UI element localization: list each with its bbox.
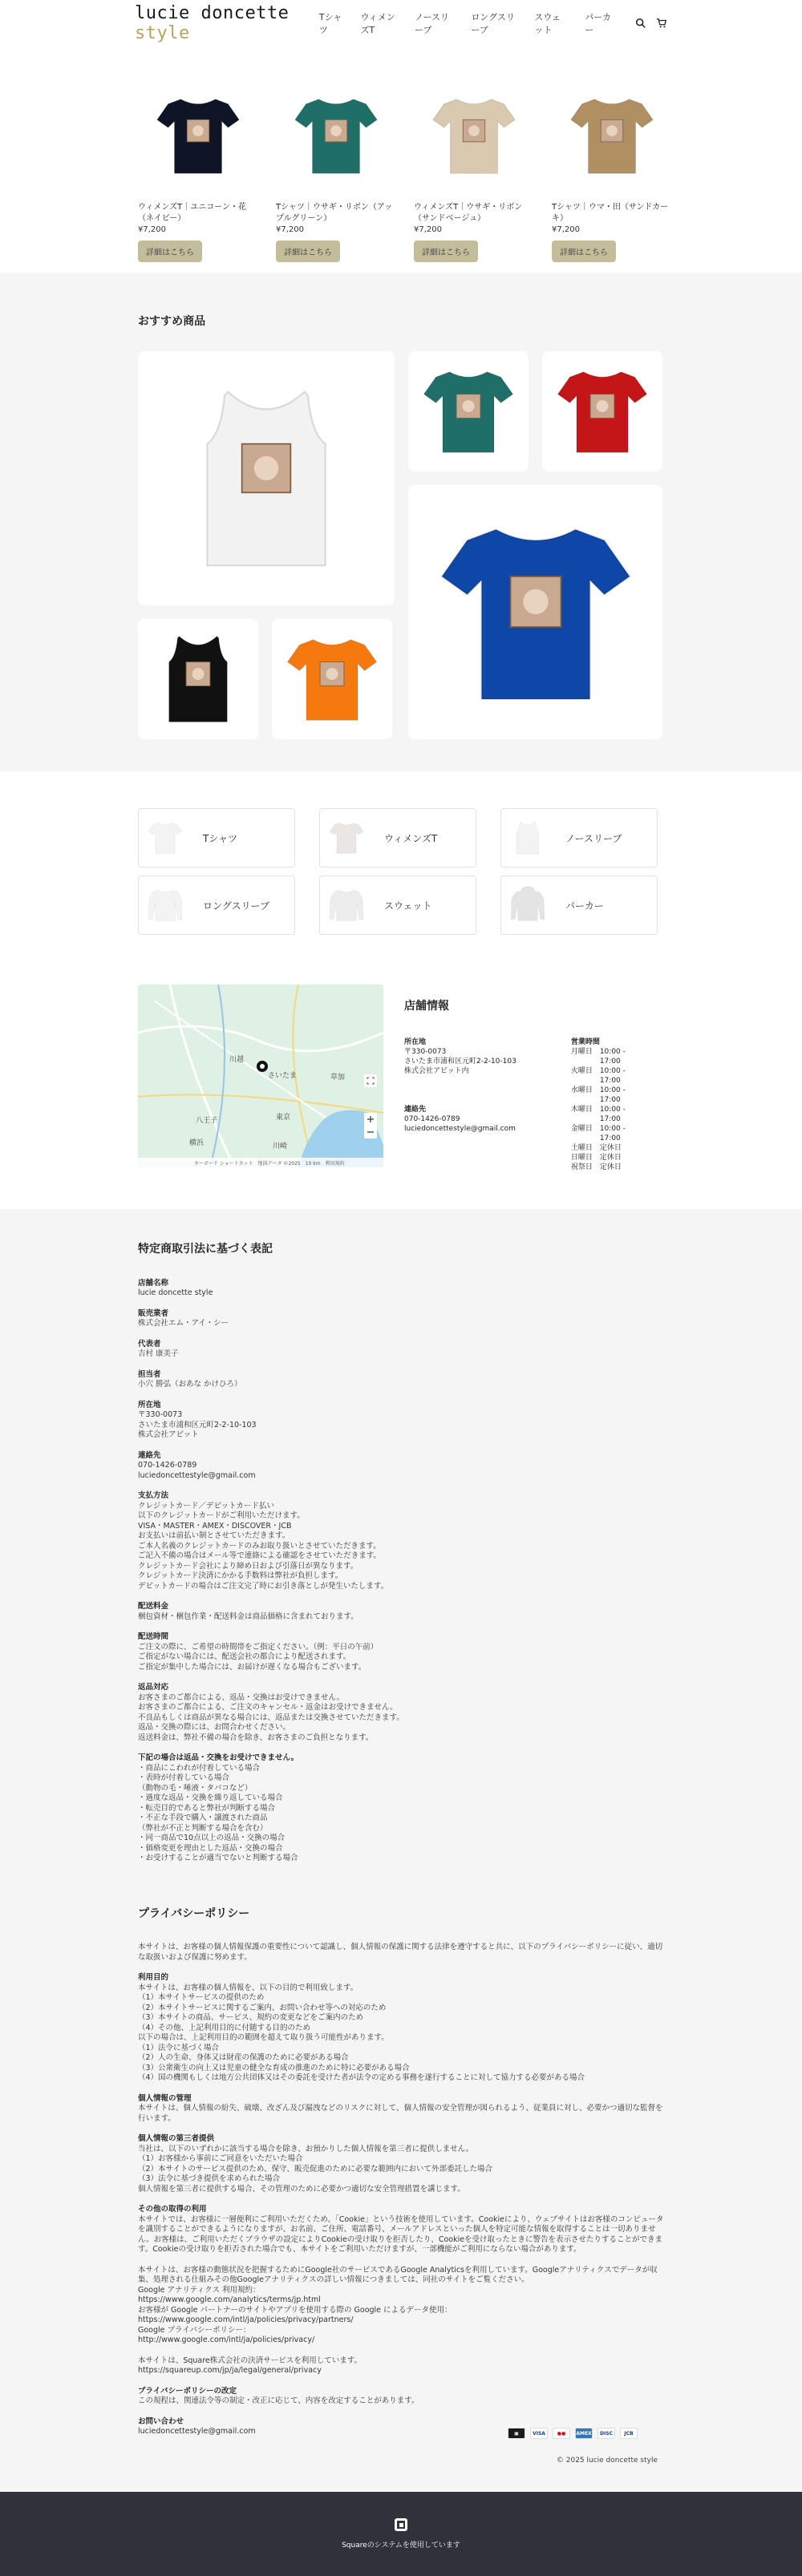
hours-day: 木曜日 [570,1106,593,1114]
hours-time: 10:00 - 17:00 [599,1048,626,1066]
hoodie-icon [508,886,547,924]
block-heading: その他の取得の利用 [138,2205,207,2214]
logo-accent-text: style [135,23,190,43]
text-block [138,1451,664,1482]
block-heading: 個人情報の管理 [138,2093,192,2103]
nav-item-sweat[interactable]: スウェット [534,12,561,35]
amex-icon: AMEX [575,2428,593,2439]
block-body: お客さまのご都合による、返品・交換はお受けできません。 お客さまのご都合による、ご注文のキャンセル・返金はお受けできません。 不良品もしくは商品が異なる場合には、返品または交換させていただきます。 返品・交換の際には、お問合わせください。 返送料金は、弊社不備の場合を除き、お客さまのご負担となります。 [138,1692,404,1742]
contact-email[interactable]: luciedoncettestyle@gmail.com [404,1125,516,1133]
product-card[interactable] [276,80,396,273]
nav-item-long-sleeve[interactable]: ロングスリーブ [471,12,515,35]
section-title: おすすめ商品 [138,315,206,328]
category-tshirt[interactable] [138,808,295,867]
main-nav [319,10,667,36]
text-block [138,1753,664,1864]
address-line: 株式会社アビット内 [404,1067,469,1075]
product-card[interactable] [138,80,258,273]
block-heading: 利用目的 [138,1973,169,1982]
block-heading: 支払方法 [138,1491,169,1500]
block-body: ・商品にこわれが付着している場合 ・表時が付着している場合 （動物の毛・唾液・タバコなど） ・過度な返品・交換を繰り返している場合 ・転売目的であると弊社が判断する場合 ・不正な手段で購入・譲渡された商品 （弊社が不正と判断する場合を含む） ・同一商品で10点以上の返品・交換の場合 ・価格変更を理由とした返品・交換の場合 ・お受けすることが適当でないと判断する場合 [138,1763,298,1862]
map-label-yokohama: 横浜 [189,1139,205,1147]
category-long-sleeve[interactable] [138,876,295,935]
hours-label: 営業時間 [570,1038,600,1046]
text-block [138,1401,664,1441]
text-block [138,1340,664,1360]
block-heading: 配送料金 [138,1602,169,1611]
detail-button[interactable]: 詳細はこちら [276,241,340,262]
hours-day: 月曜日 [570,1048,593,1056]
text-block [138,2356,664,2376]
featured-item[interactable] [272,619,392,739]
legal-section [0,1209,802,2492]
featured-item[interactable] [408,351,529,471]
map-label-kawagoe: 川越 [229,1056,245,1064]
hours-day: 金曜日 [570,1125,593,1133]
store-info [404,985,648,1209]
category-label: ウィメンズT [384,832,438,844]
privacy-blocks [138,1973,664,2437]
garment-shape [148,891,182,921]
zoom-controls[interactable] [364,1113,377,1138]
print-motif [326,668,338,680]
block-heading: 担当者 [138,1369,161,1379]
square-icon: ▣ [508,2428,525,2439]
block-heading: 店舗名称 [138,1278,169,1288]
block-body: 小穴 勝弘（おあな かけひろ） [138,1380,242,1389]
text-block [138,1309,664,1329]
payment-methods [508,2428,638,2439]
text-block [138,1602,664,1622]
print-motif [192,668,205,680]
block-body: クレジットカード／デビットカード払い 以下のクレジットカードがご利用いただけます。 VISA・MASTER・AMEX・DISCOVER・JCB お支払いは前払い制とさせていただきます。 ご本人名義のクレジットカードのみお取り扱いとさせていただきます。 ご記入不備の場合はメール等で連絡による確認をさせていただきます。 クレジットカード会社により締め日および引落日が異なります。 クレジットカード決済にかかる手数料は弊社が負担します。 デビットカードの場合はご注文完了時にお引き落としが発生いたします。 [138,1501,389,1591]
block-body: 梱包資材・梱包作業・配送料金は商品価格に含まれております。 [138,1612,358,1621]
store-address-block [404,1037,516,1172]
map-label-soka: 草加 [330,1074,346,1082]
jcb-icon: JCB [620,2428,638,2439]
detail-button[interactable]: 詳細はこちら [552,241,616,262]
tshirt-image [427,504,644,721]
print-motif [463,400,475,412]
product-price: ¥7,200 [138,225,166,234]
print-motif [192,125,204,136]
address-line: さいたま市浦和区元町2-2-10-103 [404,1057,516,1066]
search-icon[interactable] [635,18,646,29]
print-motif [254,455,278,479]
site-logo[interactable] [135,3,319,43]
hours-day: 火曜日 [570,1067,593,1075]
product-list [0,47,802,273]
print-motif [606,125,618,136]
nav-item-hoodie[interactable]: パーカー [585,12,611,35]
block-body: 株式会社エム・アイ・シー [138,1319,229,1328]
product-image[interactable] [276,80,396,191]
privacy-title: プライバシーポリシー [138,1907,250,1920]
product-name[interactable]: ウィメンズT｜ウサギ・リボン（サンドベージュ） [414,203,523,223]
block-body: luciedoncettestyle@gmail.com [138,2427,256,2436]
tank-top-icon [508,819,547,857]
category-hoodie[interactable] [500,876,658,935]
tank-top-image [147,628,249,730]
garment-shape [148,823,182,854]
hours-day: 土曜日 [570,1144,593,1152]
legal-title: 特定商取引法に基づく表記 [138,1243,273,1256]
block-body: 本サイトでは、お客様に一層便利にご利用いただくため、「Cookie」という技術を使用しています。Cookieにより、ウェブサイトはお客様のコンピュータを識別することができるようになりますが、お名前、ご住所、電話番号、メールアドレスといった個人を特定可能な情報を取得することは一切ありません。お客様は、ご利用いただくブラウザの設定によりCookieの受け取りを拒否したり、Cookieを受け取ったときに警告を表示させたりすることができます。Cookieの受け取りを拒否された場合でも、本サイトをご利用いただけますが、一部機能がご利用にならない場合があります。 [138,2214,664,2254]
block-heading: 下記の場合は返品・交換をお受けできません。 [138,1753,299,1762]
block-heading: 個人情報の第三者提供 [138,2134,215,2143]
category-label: パーカー [565,900,604,912]
store-hours-block [571,1037,648,1172]
tshirt-image [289,88,383,183]
block-body: この規程は、関連法令等の制定・改正に応じて、内容を改定することがあります。 [138,2396,419,2405]
nav-item-tshirt[interactable]: Tシャツ [318,12,342,35]
site-header [0,0,802,47]
product-card[interactable] [414,80,534,273]
category-grid [0,771,802,985]
product-price: ¥7,200 [276,225,304,234]
product-image[interactable] [138,80,258,191]
text-block [138,2094,664,2125]
product-price: ¥7,200 [552,225,580,234]
hours-time: 10:00 - 17:00 [599,1086,626,1104]
text-block [138,1683,664,1743]
product-card[interactable] [552,80,672,273]
map-graphic [138,985,383,1167]
long-sleeve-icon [146,886,184,924]
category-womens-t[interactable] [319,808,476,867]
text-block [138,1491,664,1591]
block-heading: プライバシーポリシーの改定 [138,2386,237,2396]
block-body: lucie doncette style [138,1288,213,1297]
store-map[interactable] [138,985,383,1167]
nav-item-sleeveless[interactable]: ノースリーブ [414,12,450,35]
map-label-hachioji: 八王子 [196,1117,218,1125]
discover-icon: DISC [597,2428,615,2439]
garment-shape [511,887,545,920]
fullscreen-icon[interactable] [364,1074,377,1087]
block-body: ご注文の際に、ご希望の時間帯をご指定ください。（例：平日の午前） ご指定がない場合には、配送会社の都合により配送されます。 ご指定が集中した場合には、お届けが遅くなる場合もございます。 [138,1642,379,1672]
map-label-tokyo: 東京 [276,1114,291,1122]
text-block [138,1632,664,1672]
block-body: 本サイトは、お客様の動態状況を把握するためにGoogle社のサービスであるGoogle Analyticsを利用しています。Googleアナリティクスでデータが収集、処理される仕組みその他Googleアナリティクスの詳しい情報につきましては、同社のサイトをご覧ください。 Google アナリティクス 利用規約： https://www.google.com/analytics/terms/jp.html お客様が Google パートナーのサイトやアプリを使用する際の Google によるデータ使用： https://www.google.com/intl/ja/policies/privacy/partners/ Google プライバシーポリシー： http://www.google.com/intl/ja/policies/privacy/ [138,2265,658,2344]
product-name[interactable]: Tシャツ｜ウマ・田（サンドカーキ） [552,203,669,223]
tshirt-icon [327,819,366,857]
tshirt-image [565,88,659,183]
text-block [138,2205,664,2255]
hours-time: 定休日 [599,1144,622,1152]
text-block [138,1279,664,1299]
contact-phone[interactable]: 070-1426-0789 [404,1115,460,1123]
detail-button[interactable]: 詳細はこちら [138,241,202,262]
text-block [138,1370,664,1390]
hours-day: 日曜日 [570,1154,593,1162]
tshirt-image [417,360,520,463]
print-motif [523,588,549,614]
text-block [138,2266,664,2346]
block-body: 〒330-0073 さいたま市浦和区元町2-2-10-103 株式会社アビット [138,1410,257,1439]
featured-pair [138,619,395,739]
product-image[interactable] [552,80,672,191]
tshirt-icon [146,819,184,857]
category-label: Tシャツ [203,832,238,844]
category-label: ロングスリーブ [203,900,270,912]
hours-day: 祝祭日 [570,1163,593,1171]
block-heading: 配送時間 [138,1632,169,1641]
nav-item-womens-t[interactable]: ウィメンズT [360,12,395,35]
block-body: 本サイトは、個人情報の紛失、破壊、改ざん及び漏洩などのリスクに対して、個人情報の安全管理が図られるよう、従業員に対し、必要かつ適切な監督を行います。 [138,2104,663,2123]
map-label-kawasaki: 川崎 [273,1142,288,1151]
featured-item[interactable] [138,351,395,605]
block-body: 当社は、以下のいずれかに該当する場合を除き、お預かりした個人情報を第三者に提供しません。 （1）お客様から事前にご同意をいただいた場合 （2）本サイトのサービス提供のため、保守、販売促進のために必要な範囲内において外部委託した場合 （3）法令に基づき提供を求められた場合 個人情報を第三者に提供する場合、その管理のために必要かつ適切な安全管理措置を講じます。 [138,2144,493,2194]
garment-shape [330,891,363,921]
featured-section [0,273,802,771]
address-line: 〒330-0073 [404,1048,447,1056]
featured-item[interactable] [542,351,662,471]
hours-time: 10:00 - 17:00 [599,1125,626,1142]
category-sweat[interactable] [319,876,476,935]
detail-button[interactable]: 詳細はこちら [414,241,478,262]
mastercard-icon: ●● [553,2428,570,2439]
hours-time: 定休日 [599,1163,622,1171]
cart-icon[interactable] [656,18,667,29]
visa-icon: VISA [530,2428,548,2439]
block-heading: お問い合わせ [138,2416,184,2426]
block-heading: 連絡先 [138,1450,161,1460]
copyright: © 2025 lucie doncette style [556,2457,658,2465]
featured-item[interactable] [408,485,662,739]
product-name[interactable]: Tシャツ｜ウサギ・リボン（アップルグリーン） [276,203,393,223]
block-heading: 返品対応 [138,1683,169,1692]
map-footer-text: キーボード ショートカット 地図データ ©2025 10 km 利用規約 [194,1161,345,1167]
print-motif [330,125,342,136]
featured-item[interactable] [138,619,258,739]
tshirt-image [281,628,383,730]
block-body: 本サイトは、お客様の個人情報を、以下の目的で利用致します。 （1）本サイトサービスの提供のため （2）本サイトサービスに関するご案内、お問い合わせ等への対応のため （3）本サイトの商品、サービス、規約の変更などをご案内のため （4）その他、上記利用目的に付随する目的のため 以下の場合は、上記利用目的の範囲を超えて取り扱う可能性があります。 （1）法令に基づく場合 （2）人の生命、身体又は財産の保護のために必要がある場合 （3）公衆衛生の向上又は児童の健全な育成の推進のために特に必要がある場合 （4）国の機関もしくは地方公共団体又はその委託を受けた者が法令の定める事務を遂行することに対して協力する必要がある場合 [138,1983,585,2082]
tshirt-image [151,88,245,183]
site-footer [0,2492,802,2576]
contact-label: 連絡先 [404,1106,427,1114]
block-body: 本サイトは、Square株式会社の決済サービスを利用しています。 https://squareup.com/jp/ja/legal/general/privacy [138,2356,363,2375]
square-logo-icon [395,2518,407,2531]
product-image[interactable] [414,80,534,191]
store-info-section [0,985,802,1209]
category-sleeveless[interactable] [500,808,658,867]
privacy-intro: 本サイトは、お客様の個人情報保護の重要性について認識し、個人情報の保護に関する法律を遵守すると共に、以下のプライバシーポリシーに従い、適切な取扱いおよび保護に努めます。 [138,1943,663,1962]
sweatshirt-icon [327,886,366,924]
block-body: 070-1426-0789 luciedoncettestyle@gmail.com [138,1461,256,1480]
address-label: 所在地 [404,1038,427,1046]
map-label-saitama: さいたま [268,1072,298,1080]
block-heading: 代表者 [138,1339,161,1349]
legal-blocks [138,1279,664,1864]
tshirt-image [427,88,521,183]
hours-time: 定休日 [599,1154,622,1162]
featured-grid [138,351,664,739]
text-block [138,2134,664,2194]
block-heading: 販売業者 [138,1308,169,1318]
product-name[interactable]: ウィメンズT｜ユニコーン・花（ネイビー） [138,203,247,223]
product-price: ¥7,200 [414,225,442,234]
block-body: 吉村 康美子 [138,1349,179,1358]
category-label: スウェット [384,900,432,912]
logo-text: lucie doncette [135,3,290,23]
print-motif [468,125,480,136]
text-block [138,2387,664,2407]
hours-time: 10:00 - 17:00 [599,1106,626,1123]
hours-day: 水曜日 [570,1086,593,1094]
store-title: 店舗情報 [404,1000,449,1013]
category-label: ノースリーブ [565,832,622,844]
hours-time: 10:00 - 17:00 [599,1067,626,1085]
garment-shape [516,822,538,854]
footer-text[interactable]: Squareのシステムを使用しています [342,2542,460,2550]
garment-shape [330,823,363,854]
print-motif [597,400,609,412]
text-block [138,1973,664,2084]
tshirt-image [551,360,654,463]
block-heading: 所在地 [138,1400,161,1409]
tank-top-image [162,374,371,583]
